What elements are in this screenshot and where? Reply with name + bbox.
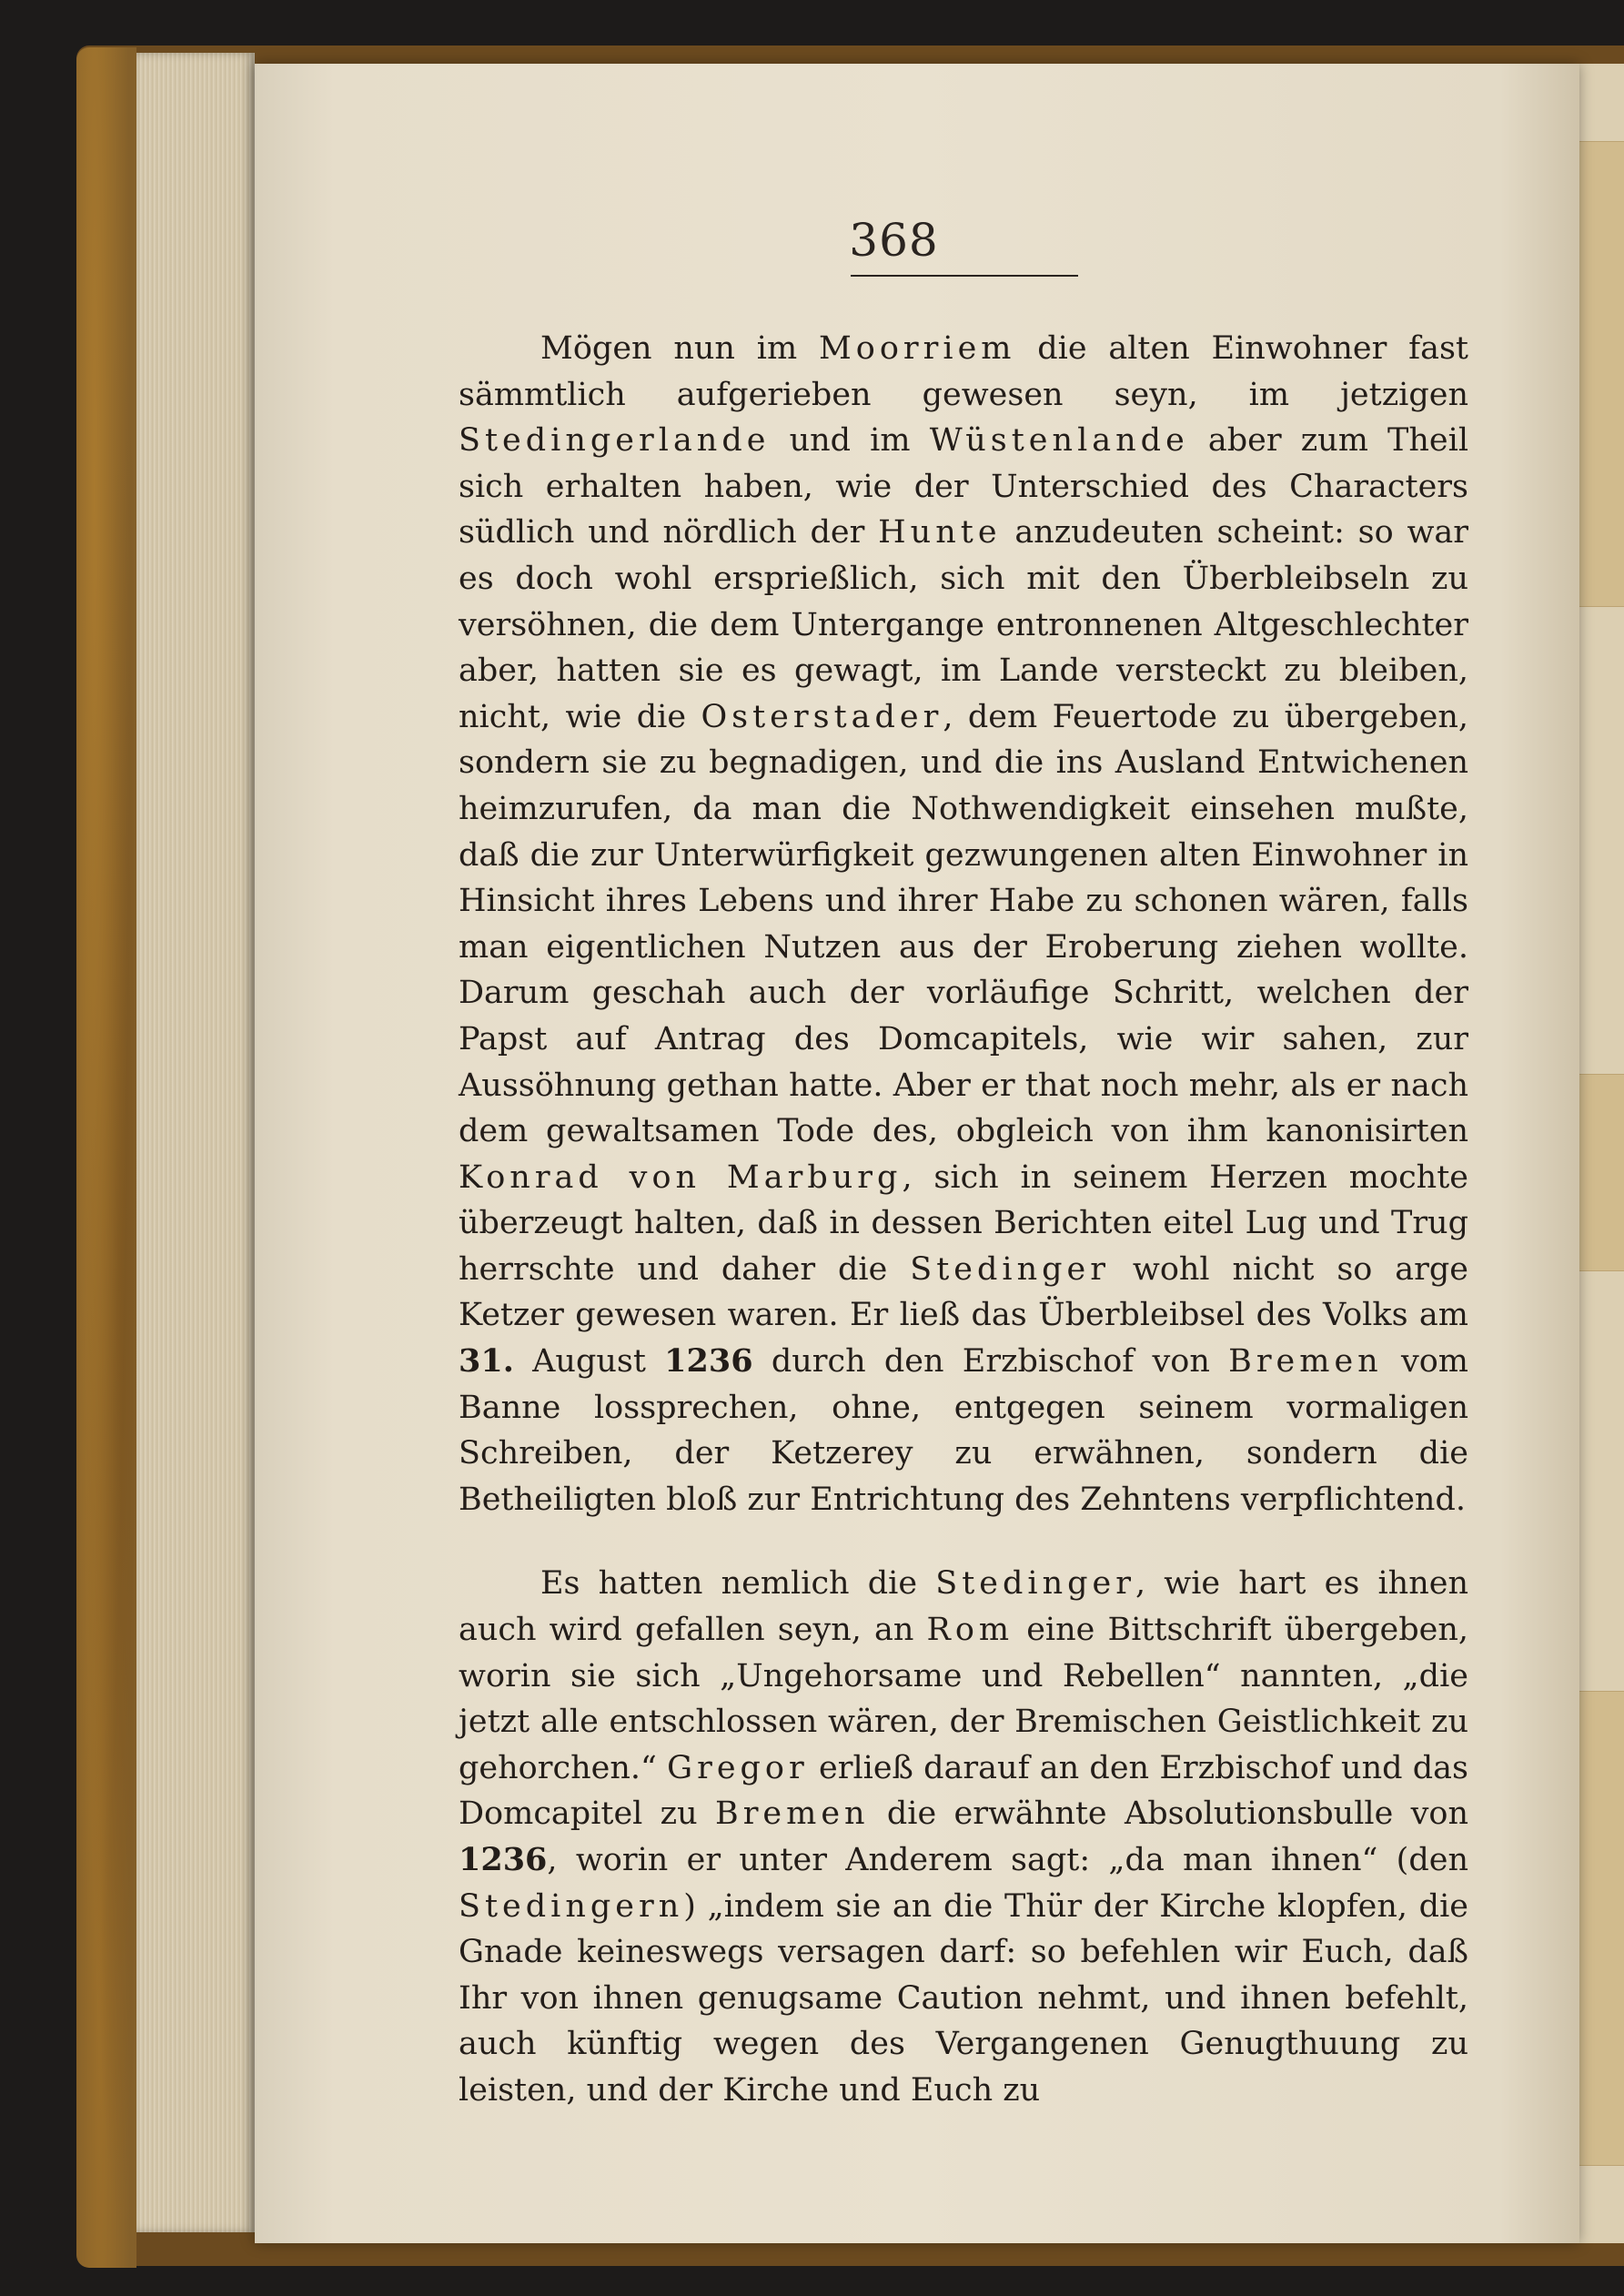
text-run: , worin er unter Anderem sagt: „da man ihnen“ (den bbox=[547, 1842, 1468, 1878]
text-run: vom Banne lossprechen, ohne, entgegen seinem vormaligen Schreiben, der Ketzerey zu erwähnen, sondern die Betheiligten bloß zur Entrichtung des Zehntens verpflichtend. bbox=[459, 1343, 1468, 1518]
emphasized-name: Stedinger bbox=[935, 1565, 1135, 1603]
marbled-cover bbox=[76, 47, 136, 2268]
text-run: eine Bittschrift übergeben, worin sie sich „Ungehorsame und Rebellen“ nannten, „die jetzt alle entschlossen wären, der Bremischen Geistlichkeit zu gehorchen.“ bbox=[459, 1612, 1468, 1786]
emphasized-name: Gregor bbox=[667, 1749, 809, 1786]
text-run: und im bbox=[770, 422, 930, 460]
emphasized-name: Stedingern bbox=[459, 1887, 684, 1925]
text-run: die erwähnte Absolutionsbulle von bbox=[869, 1795, 1468, 1833]
paragraph bbox=[459, 1561, 1468, 2113]
text-run: durch den Erzbischof von bbox=[752, 1343, 1229, 1381]
text-run: , dem Feuertode zu übergeben, sondern sie zu begnadigen, und die ins Ausland Entwichenen heimzurufen, da man die Nothwendigkeit einsehen mußte, daß die zur Unterwürfigkeit gezwungenen alten Einwohner in Hinsicht ihres Lebens und ihrer Habe zu schonen wären, falls man eigentlichen Nutzen aus der Eroberung ziehen wollte. Darum geschah auch der vorläufige Schritt, welchen der Papst auf Antrag des Domcapitels, wie wir sahen, zur Aussöhnung gethan hatte. Aber er that noch mehr, als er nach dem gewaltsamen Tode des, obgleich von ihm kanonisirten bbox=[459, 698, 1468, 1150]
bold-numeral: 31. bbox=[459, 1342, 514, 1381]
emphasized-name: Stedinger bbox=[910, 1250, 1110, 1288]
page-edges bbox=[136, 53, 255, 2232]
text-run: anzudeuten scheint: so war es doch wohl ersprießlich, sich mit den Überbleibseln zu versöhnen, die dem Untergange entronnenen Altgeschlechter aber, hatten sie es gewagt, im Lande versteckt zu bleiben, nicht, wie die bbox=[459, 514, 1469, 735]
emphasized-name: Hunte bbox=[878, 514, 1002, 551]
text-run: aber zum Theil sich erhalten haben, wie der Unterschied des Characters südlich und nördlich der bbox=[459, 422, 1469, 551]
text-run: erließ darauf an den Erzbischof und das Domcapitel zu bbox=[459, 1749, 1468, 1833]
emphasized-name: Konrad von Marburg bbox=[459, 1158, 903, 1196]
header-rule bbox=[851, 275, 1078, 277]
text-run: ) „indem sie an die Thür der Kirche klopfen, die Gnade keineswegs versagen darf: so befehlen wir Euch, daß Ihr von ihnen genugsame Caution nehmt, und ihnen befehlt, auch künftig wegen des Vergangenen Genugthuung zu leisten, und der Kirche und Euch zu bbox=[459, 1887, 1468, 2109]
emphasized-name: Rom bbox=[926, 1612, 1014, 1649]
emphasized-name: Wüstenlande bbox=[929, 422, 1189, 460]
text-run: Mögen nun im bbox=[540, 330, 819, 367]
text-run: , sich in seinem Herzen mochte überzeugt halten, daß in dessen Berichten eitel Lug und Trug herrschte und daher die bbox=[459, 1158, 1468, 1288]
text-run: August bbox=[513, 1343, 665, 1381]
emphasized-name: Osterstader bbox=[701, 698, 943, 735]
emphasized-name: Moorriem bbox=[818, 330, 1016, 367]
text-run: , wie hart es ihnen auch wird gefallen seyn, an bbox=[459, 1565, 1468, 1649]
text-run: die alten Einwohner fast sämmtlich aufgerieben gewesen seyn, im jetzigen bbox=[459, 330, 1469, 413]
body-text bbox=[459, 326, 1468, 2114]
bold-numeral: 1236 bbox=[664, 1342, 753, 1381]
emphasized-name: Bremen bbox=[714, 1795, 870, 1833]
bold-numeral: 1236 bbox=[459, 1841, 548, 1878]
paragraph bbox=[459, 326, 1468, 1522]
text-run: Es hatten nemlich die bbox=[540, 1565, 936, 1603]
emphasized-name: Stedingerlande bbox=[459, 422, 771, 460]
emphasized-name: Bremen bbox=[1228, 1343, 1383, 1381]
page-number: 368 bbox=[849, 214, 939, 267]
text-run: wohl nicht so arge Ketzer gewesen waren. Er ließ das Überbleibsel des Volks am bbox=[459, 1250, 1468, 1334]
